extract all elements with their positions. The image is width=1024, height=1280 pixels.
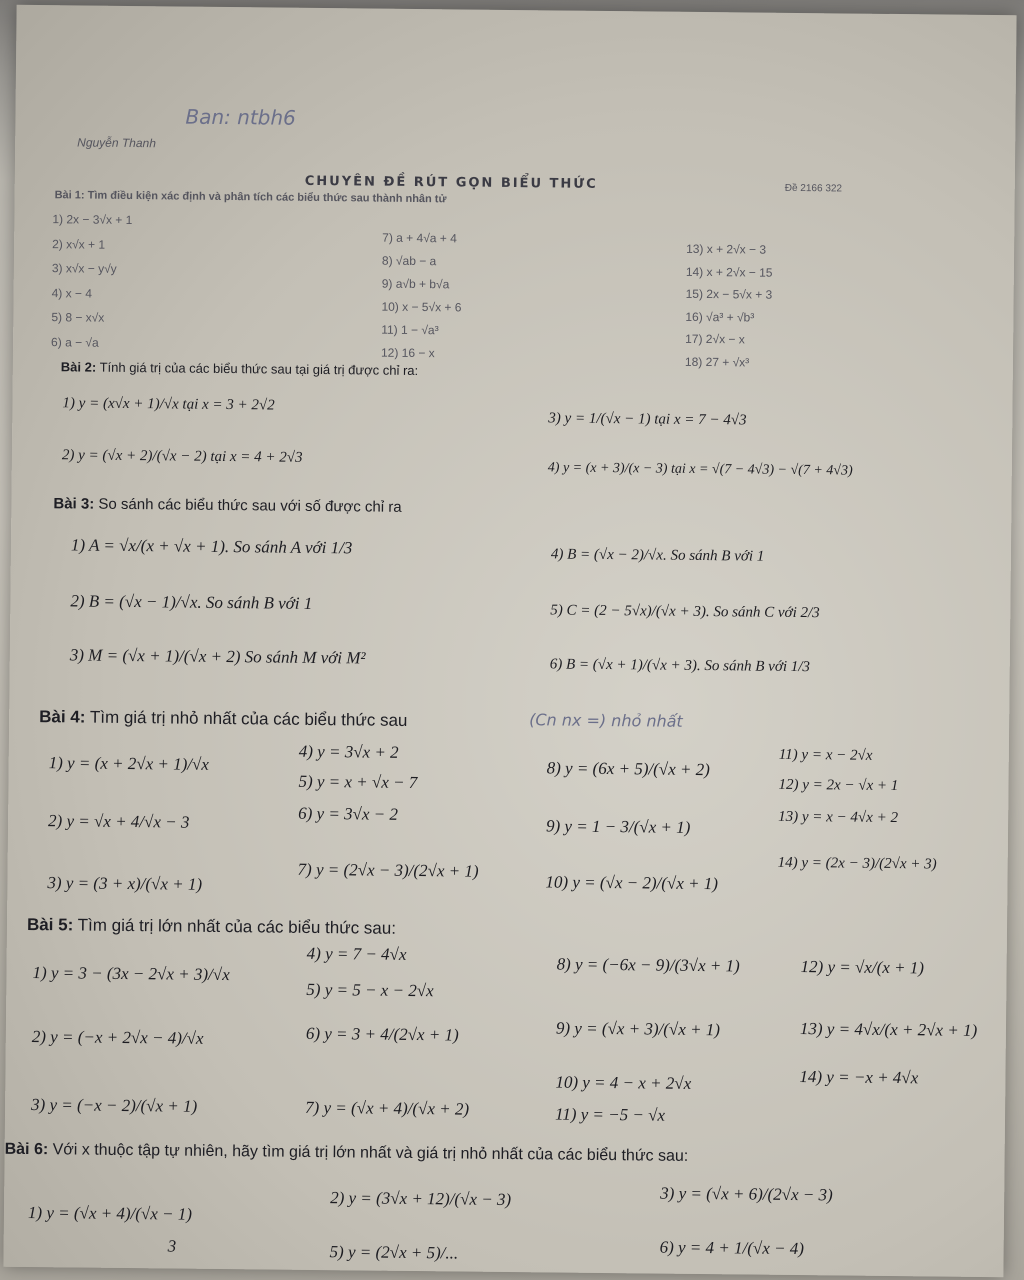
bai5-item-1: 1) y = 3 − (3x − 2√x + 3)/√x xyxy=(32,963,230,985)
bai3-item-3: 3) M = (√x + 1)/(√x + 2) So sánh M với M² xyxy=(69,645,366,668)
list-item: 18) 27 + √x³ xyxy=(684,354,750,369)
bai2-text: Tính giá trị của các biểu thức sau tại giá trị được chỉ ra: xyxy=(96,359,419,379)
bai4-item-9: 9) y = 1 − 3/(√x + 1) xyxy=(545,816,691,837)
bai2-item-2: 2) y = (√x + 2)/(√x − 2) tại x = 4 + 2√3 xyxy=(61,447,303,466)
bai2-item-1: 1) y = (x√x + 1)/√x tại x = 3 + 2√2 xyxy=(62,395,275,414)
bai4-handwritten-note: (Cn nx =) nhỏ nhất xyxy=(529,710,683,731)
bai6-item-6: 6) y = 4 + 1/(√x − 4) xyxy=(659,1237,805,1259)
bai2-label: Bài 2: xyxy=(60,359,97,375)
bai4-item-5: 5) y = x + √x − 7 xyxy=(298,771,418,793)
bai4-item-1: 1) y = (x + 2√x + 1)/√x xyxy=(48,753,210,774)
list-item: 10) x − 5√x + 6 xyxy=(381,299,462,315)
bai6-label: Bài 6: xyxy=(4,1140,49,1159)
bai3-label: Bài 3: xyxy=(53,495,95,513)
bai6-text: Với x thuộc tập tự nhiên, hãy tìm giá trị lớn nhất và giá trị nhỏ nhất của các biểu thức sau: xyxy=(48,1141,689,1165)
list-item: 16) √a³ + √b³ xyxy=(685,309,755,325)
bai4-label: Bài 4: xyxy=(39,707,86,727)
bai4-item-8: 8) y = (6x + 5)/(√x + 2) xyxy=(546,758,710,780)
list-item: 15) 2x − 5√x + 3 xyxy=(685,286,773,302)
list-item: 1) 2x − 3√x + 1 xyxy=(52,212,133,228)
list-item: 5) 8 − x√x xyxy=(51,310,105,325)
worksheet-paper xyxy=(3,5,1016,1277)
list-item: 8) √ab − a xyxy=(381,253,437,269)
bai1-col3 xyxy=(685,238,773,374)
bai2-item-4: 4) y = (x + 3)/(x − 3) tại x = √(7 − 4√3) − √(7 + 4√3) xyxy=(547,460,853,479)
bai5-item-2: 2) y = (−x + 2√x − 4)/√x xyxy=(31,1027,204,1048)
list-item: 4) x − 4 xyxy=(51,285,93,301)
bai3-item-6: 6) B = (√x + 1)/(√x + 3). So sánh B với 1/3 xyxy=(549,656,811,676)
bai6-item-3: 3) y = (√x + 6)/(2√x − 3) xyxy=(660,1183,833,1205)
page-code: Đề 2166 322 xyxy=(784,182,843,195)
bai5-text: Tìm giá trị lớn nhất của các biểu thức sau: xyxy=(73,915,397,938)
handwritten-name: Ban: ntbh6 xyxy=(185,104,296,130)
list-item: 11) 1 − √a³ xyxy=(381,322,439,338)
bai5-item-10: 10) y = 4 − x + 2√x xyxy=(555,1072,692,1093)
bai5-label: Bài 5: xyxy=(26,914,74,935)
bai3-item-1: 1) A = √x/(x + √x + 1). So sánh A với 1/3 xyxy=(70,535,353,558)
bai4-item-6: 6) y = 3√x − 2 xyxy=(298,803,399,824)
list-item: 12) 16 − x xyxy=(380,345,435,361)
list-item: 2) x√x + 1 xyxy=(52,236,106,252)
bai5-item-5: 5) y = 5 − x − 2√x xyxy=(306,979,434,1001)
bai5-heading xyxy=(27,915,396,939)
bai3-item-2: 2) B = (√x − 1)/√x. So sánh B với 1 xyxy=(70,591,313,613)
bai4-text: Tìm giá trị nhỏ nhất của các biểu thức sau xyxy=(85,707,408,730)
bai3-text: So sánh các biểu thức sau với số được chỉ ra xyxy=(94,495,402,516)
bai6-item-2: 2) y = (3√x + 12)/(√x − 3) xyxy=(330,1188,512,1210)
bai6-item-1: 1) y = (√x + 4)/(√x − 1) xyxy=(27,1202,193,1224)
bai4-item-11: 11) y = x − 2√x xyxy=(778,746,873,764)
bai2-heading xyxy=(61,359,418,378)
list-item: 13) x + 2√x − 3 xyxy=(686,241,767,257)
bai5-item-6: 6) y = 3 + 4/(2√x + 1) xyxy=(305,1023,459,1045)
bai4-item-4: 4) y = 3√x + 2 xyxy=(298,741,399,762)
bai5-item-9: 9) y = (√x + 3)/(√x + 1) xyxy=(555,1018,721,1040)
bai4-item-14: 14) y = (2x − 3)/(2√x + 3) xyxy=(777,854,937,873)
bai6-item-5: 5) y = (2√x + 5)/... xyxy=(329,1242,459,1263)
bai5-item-12: 12) y = √x/(x + 1) xyxy=(800,957,925,978)
bai4-item-12: 12) y = 2x − √x + 1 xyxy=(778,776,899,795)
bai6-partial-item: 3 xyxy=(167,1236,177,1256)
list-item: 14) x + 2√x − 15 xyxy=(685,264,773,280)
list-item: 6) a − √a xyxy=(51,334,99,350)
bai4-heading xyxy=(39,707,407,731)
bai4-item-2: 2) y = √x + 4/√x − 3 xyxy=(47,811,190,832)
student-name: Nguyễn Thanh xyxy=(77,135,157,151)
bai3-item-5: 5) C = (2 − 5√x)/(√x + 3). So sánh C với 2/3 xyxy=(550,602,820,622)
bai1-heading: Bài 1: Tìm điều kiện xác định và phân tích các biểu thức sau thành nhân tử xyxy=(54,189,447,206)
bai4-item-13: 13) y = x − 4√x + 2 xyxy=(778,808,899,827)
bai4-item-7: 7) y = (2√x − 3)/(2√x + 1) xyxy=(297,859,479,881)
bai3-heading xyxy=(53,495,401,516)
bai6-heading xyxy=(5,1141,689,1166)
bai5-item-13: 13) y = 4√x/(x + 2√x + 1) xyxy=(799,1019,978,1040)
list-item: 17) 2√x − x xyxy=(685,331,745,347)
list-item: 7) a + 4√a + 4 xyxy=(382,230,457,246)
bai5-item-8: 8) y = (−6x − 9)/(3√x + 1) xyxy=(556,954,740,976)
bai5-item-4: 4) y = 7 − 4√x xyxy=(306,943,407,964)
list-item: 9) a√b + b√a xyxy=(381,276,450,292)
bai2-item-3: 3) y = 1/(√x − 1) tại x = 7 − 4√3 xyxy=(548,410,747,429)
bai5-item-14: 14) y = −x + 4√x xyxy=(799,1067,919,1088)
bai3-item-4: 4) B = (√x − 2)/√x. So sánh B với 1 xyxy=(550,546,765,565)
bai5-item-3: 3) y = (−x − 2)/(√x + 1) xyxy=(31,1095,198,1116)
bai1-col1 xyxy=(51,207,133,355)
bai5-item-7: 7) y = (√x + 4)/(√x + 2) xyxy=(305,1097,470,1119)
bai5-item-11: 11) y = −5 − √x xyxy=(554,1104,666,1125)
bai4-item-3: 3) y = (3 + x)/(√x + 1) xyxy=(47,873,203,894)
bai1-col2 xyxy=(381,227,462,366)
bai4-item-10: 10) y = (√x − 2)/(√x + 1) xyxy=(545,872,719,894)
list-item: 3) x√x − y√y xyxy=(51,261,117,276)
worksheet-title: CHUYÊN ĐỀ RÚT GỌN BIỂU THỨC xyxy=(304,173,598,192)
